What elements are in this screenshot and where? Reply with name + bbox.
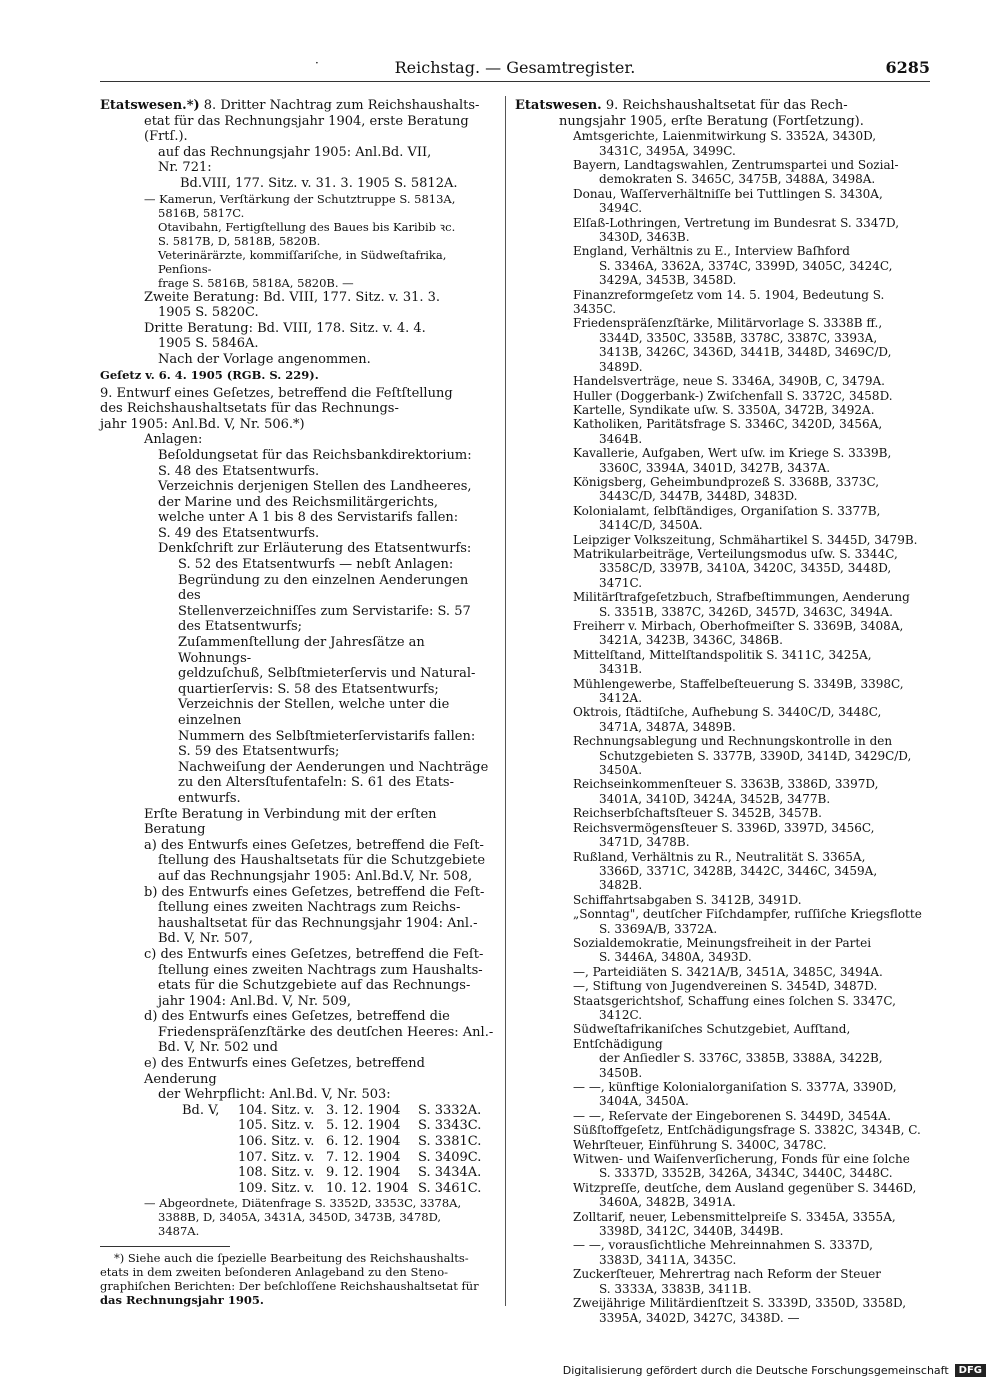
entry-line: S. 3446A, 3480A, 3493D. bbox=[599, 950, 752, 965]
entry-line: — Kamerun, Verſtärkung der Schutztruppe S. 5813A, bbox=[144, 191, 456, 206]
entry-line: jahr 1905: Anl.Bd. V, Nr. 506.*) bbox=[100, 416, 305, 432]
entry-line: 3482B. bbox=[599, 878, 643, 893]
entry-line: 3398D, 3412C, 3440B, 3449B. bbox=[599, 1224, 784, 1239]
index-entry bbox=[515, 1267, 930, 1296]
index-entry bbox=[515, 417, 930, 446]
entry-line: Sozialdemokratie, Meinungsfreiheit in der Partei bbox=[573, 935, 872, 950]
entry-line: Witzpreſſe, deutſche, dem Ausland gegenüber S. 3446D, bbox=[573, 1180, 917, 1195]
entry-line: Finanzreformgeſetz vom 14. 5. 1904, Bedeutung S. 3435C. bbox=[573, 287, 885, 317]
entry-line: 3464B. bbox=[599, 431, 643, 446]
index-entry bbox=[515, 1210, 930, 1239]
entry-line: entwurfs. bbox=[178, 790, 241, 806]
index-entry bbox=[515, 1109, 930, 1123]
entry-line: Mittelſtand, Mittelſtandspolitik S. 3411C, 3425A, bbox=[573, 647, 872, 662]
entry-line: zu den Altersſtufentafeln: S. 61 des Etats- bbox=[178, 775, 454, 791]
entry-line: der Marine und des Reichsmilitärgerichts, bbox=[158, 494, 439, 510]
index-entries bbox=[515, 129, 930, 1325]
sitzung-row: 108. Sitz. v. 9. 12. 1904 S. 3434A. bbox=[238, 1165, 482, 1181]
index-entry bbox=[515, 1022, 930, 1080]
entry-line: 3388B, D, 3405A, 3431A, 3450D, 3473B, 3478D, bbox=[158, 1210, 442, 1225]
index-entry bbox=[515, 677, 930, 706]
footnote: *) Siehe auch die ſpezielle Bearbeitung des Reichshaushalts- etats in dem zweiten beſonderen Anlageband zu den Steno- graphiſchen Berichten: Der beſchloſſene Reichshaushaltsetat für das Rechnungsjahr 1905. bbox=[100, 1251, 479, 1308]
index-entry bbox=[515, 1181, 930, 1210]
index-entry bbox=[515, 590, 930, 619]
entry-line: Reichserbſchaftsſteuer S. 3452B, 3457B. bbox=[573, 806, 822, 821]
entry-line: S. 49 des Etatsentwurfs. bbox=[158, 525, 320, 541]
entry-line: Stellenverzeichniſſes zum Servistarife: S. 57 bbox=[178, 603, 471, 619]
entry-line: Friedenspräſenzſtärke des deutſchen Heeres: Anl.- bbox=[158, 1024, 494, 1040]
index-entry bbox=[515, 504, 930, 533]
index-entry bbox=[515, 1152, 930, 1181]
entry-line: 3412A. bbox=[599, 691, 643, 706]
entry-line: Zuckerſteuer, Mehrertrag nach Reform der Steuer bbox=[573, 1267, 881, 1282]
entry-line: Staatsgerichtshof, Schaffung eines ſolchen S. 3347C, bbox=[573, 993, 896, 1008]
entry-line: Katholiken, Paritätsfrage S. 3346C, 3420D, 3456A, bbox=[573, 417, 883, 432]
entry-line: c) des Entwurfs eines Geſetzes, betreffend die Feſt- bbox=[144, 946, 484, 962]
index-entry bbox=[515, 129, 930, 158]
dfg-logo: DFG bbox=[955, 1364, 986, 1377]
entry-line: S. 5817B, D, 5818B, 5820B. bbox=[158, 233, 321, 248]
entry-line: demokraten S. 3465C, 3475B, 3488A, 3498A. bbox=[599, 172, 876, 187]
index-entry bbox=[515, 316, 930, 374]
entry-line: 1905 S. 5846A. bbox=[158, 336, 259, 352]
entry-line: 3443C/D, 3447B, 3448D, 3483D. bbox=[599, 489, 798, 504]
entry-line: b) des Entwurfs eines Geſetzes, betreffend die Feſt- bbox=[144, 884, 485, 900]
entry-line: der Anſiedler S. 3376C, 3385B, 3388A, 3422B, bbox=[599, 1051, 883, 1066]
entry-line: Rechnungsablegung und Rechnungskontrolle in den bbox=[573, 734, 893, 749]
entry-line: S. 3333A, 3383B, 3411B. bbox=[599, 1281, 752, 1296]
entry-line: —, Stiftung von Jugendvereinen S. 3454D, 3487D. bbox=[573, 979, 878, 994]
entry-line: Nach der Vorlage angenommen. bbox=[158, 351, 371, 367]
entry-line: ſtellung eines zweiten Nachtrags zum Haushalts- bbox=[158, 962, 483, 978]
entry-line: Kavallerie, Aufgaben, Wert uſw. im Kriege S. 3339B, bbox=[573, 446, 892, 461]
entry-line: 9. Entwurf eines Geſetzes, betreffend die Feſtſtellung bbox=[100, 385, 453, 401]
index-entry bbox=[515, 619, 930, 648]
entry-line: Freiherr v. Mirbach, Oberhofmeiſter S. 3369B, 3408A, bbox=[573, 619, 904, 633]
index-entry bbox=[515, 907, 930, 936]
index-entry bbox=[515, 1238, 930, 1267]
sitzung-row: 105. Sitz. v. 5. 12. 1904 S. 3343C. bbox=[238, 1118, 482, 1134]
entry-line: 3460A, 3482B, 3491A. bbox=[599, 1195, 736, 1210]
entry-line: 3471A, 3487A, 3489B. bbox=[599, 719, 736, 734]
index-entry bbox=[515, 1123, 930, 1137]
index-entry bbox=[515, 547, 930, 590]
entry-line: Elſaß-Lothringen, Vertretung im Bundesrat S. 3347D, bbox=[573, 215, 900, 230]
entry-line: — —, künftige Kolonialorganiſation S. 3377A, 3390D, bbox=[573, 1080, 897, 1094]
index-entry bbox=[515, 389, 930, 403]
entry-line: 3413B, 3426C, 3436D, 3441B, 3448D, 3469C/D, bbox=[599, 345, 892, 360]
index-entry bbox=[515, 446, 930, 475]
footer-text: Digitalisierung gefördert durch die Deutsche Forschungsgemeinschaft bbox=[562, 1364, 949, 1377]
sitzungen-list bbox=[100, 1103, 495, 1197]
entry-line: England, Verhältnis zu E., Interview Baſhford bbox=[573, 244, 850, 259]
running-title: Reichstag. — Gesamtregister. bbox=[394, 58, 636, 77]
entry-line: jahr 1904: Anl.Bd. V, Nr. 509, bbox=[158, 993, 352, 1009]
entry-line: 3450B. bbox=[599, 1065, 643, 1080]
entry-line: welche unter A 1 bis 8 des Servistarifs fallen: bbox=[158, 510, 459, 526]
entry-line: Etatswesen. 9. Reichshaushaltsetat für das Rech- bbox=[515, 98, 848, 113]
entry-line: frage S. 5816B, 5818A, 5820B. — bbox=[158, 275, 354, 290]
entry-line: 3401A, 3410D, 3424A, 3452B, 3477B. bbox=[599, 791, 831, 806]
entry-line: Reichseinkommenſteuer S. 3363B, 3386D, 3397D, bbox=[573, 777, 879, 792]
entry-line: S. 52 des Etatsentwurfs — nebſt Anlagen: bbox=[178, 557, 454, 573]
entry-line: 3487A. bbox=[158, 1224, 200, 1239]
index-entry bbox=[515, 216, 930, 245]
entry-line: Kolonialamt, ſelbſtändiges, Organiſation S. 3377B, bbox=[573, 503, 881, 518]
index-entry bbox=[515, 288, 930, 317]
entry-line: —, Parteidiäten S. 3421A/B, 3451A, 3485C, 3494A. bbox=[573, 964, 883, 979]
entry-line: 3431C, 3495A, 3499C. bbox=[599, 143, 736, 158]
sitzung-row: 106. Sitz. v. 6. 12. 1904 S. 3381C. bbox=[238, 1134, 482, 1150]
entry-line: Zweite Beratung: Bd. VIII, 177. Sitz. v. 31. 3. bbox=[144, 289, 441, 305]
entry-line: Witwen- und Waiſenverſicherung, Fonds für eine ſolche bbox=[573, 1152, 910, 1167]
entry-line: 3494C. bbox=[599, 201, 643, 216]
entry-line: 3358C/D, 3397B, 3410A, 3420C, 3435D, 3448D, bbox=[599, 561, 892, 576]
index-entry bbox=[515, 965, 930, 979]
entry-line: S. 3351B, 3387C, 3426D, 3457D, 3463C, 3494A. bbox=[599, 604, 893, 619]
entry-line: haushaltsetat für das Rechnungsjahr 1904: Anl.- bbox=[158, 915, 478, 931]
entry-line: Reichsvermögensſteuer S. 3396D, 3397D, 3456C, bbox=[573, 820, 875, 835]
entry-line: 1905 S. 5820C. bbox=[158, 305, 259, 321]
entry-line: Verzeichnis der Stellen, welche unter die einzelnen bbox=[178, 697, 450, 728]
sitzung-row: 109. Sitz. v. 10. 12. 1904 S. 3461C. bbox=[238, 1180, 482, 1196]
entry-line: Kartelle, Syndikate uſw. S. 3350A, 3472B, 3492A. bbox=[573, 402, 875, 417]
entry-line: „Sonntag", deutſcher Fiſchdampfer, ruſſiſche Kriegsflotte bbox=[573, 907, 922, 922]
entry-line: Zweijährige Militärdienſtzeit S. 3339D, 3350D, 3358D, bbox=[573, 1296, 907, 1311]
entry-line: 3366D, 3371C, 3428B, 3442C, 3446C, 3459A, bbox=[599, 863, 878, 878]
entry-line: Donau, Waſſerverhältniſſe bei Tuttlingen S. 3430A, bbox=[573, 186, 883, 201]
entry-line: S. 59 des Etatsentwurfs; bbox=[178, 744, 340, 760]
entry-line: S. 3337D, 3352B, 3426A, 3434C, 3440C, 3448C. bbox=[599, 1166, 893, 1181]
entry-line: Schiffahrtsabgaben S. 3412B, 3491D. bbox=[573, 892, 802, 907]
header-dot: · bbox=[315, 56, 319, 70]
index-entry bbox=[515, 936, 930, 965]
entry-line: Anlagen: bbox=[144, 432, 203, 448]
index-entry bbox=[515, 850, 930, 893]
entry-line: etats für die Schutzgebiete auf das Rechnungs- bbox=[158, 978, 471, 994]
sitzung-row: 107. Sitz. v. 7. 12. 1904 S. 3409C. bbox=[238, 1149, 482, 1165]
entry-line: Handelsverträge, neue S. 3346A, 3490B, C, 3479A. bbox=[573, 374, 885, 389]
entry-line: 3429A, 3453B, 3458D. bbox=[599, 273, 737, 288]
entry-line: geldzuſchuß, Selbſtmieterſervis und Natural- bbox=[178, 666, 476, 682]
entry-line: nungsjahr 1905, erſte Beratung (Fortſetzung). bbox=[559, 113, 864, 129]
entry-line: — Abgeordnete, Diätenfrage S. 3352D, 3353C, 3378A, bbox=[144, 1196, 462, 1211]
entry-line: Geſetz v. 6. 4. 1905 (RGB. S. 229). bbox=[100, 367, 319, 382]
entry-line: 3450A. bbox=[599, 763, 643, 778]
entry-line: Verzeichnis derjenigen Stellen des Landheeres, bbox=[158, 479, 472, 495]
entry-line: 3431B. bbox=[599, 662, 643, 677]
entry-line: 3404A, 3450A. bbox=[599, 1094, 689, 1109]
entry-line: 3471D, 3478B. bbox=[599, 835, 690, 850]
entry-line: e) des Entwurfs eines Geſetzes, betreffend Aenderung bbox=[144, 1056, 425, 1087]
index-entry bbox=[515, 1138, 930, 1152]
entry-line: 3395A, 3402D, 3427C, 3438D. — bbox=[599, 1310, 800, 1325]
entry-line: Dritte Beratung: Bd. VIII, 178. Sitz. v. 4. 4. bbox=[144, 320, 426, 336]
entry-line: Zuſammenſtellung der Jahresſätze an Wohnungs- bbox=[178, 635, 425, 666]
index-entry bbox=[515, 806, 930, 820]
entry-line: Amtsgerichte, Laienmitwirkung S. 3352A, 3430D, bbox=[573, 129, 877, 144]
entry-line: d) des Entwurfs eines Geſetzes, betreffend die bbox=[144, 1009, 450, 1025]
entry-line: Königsberg, Geheimbundprozeß S. 3368B, 3373C, bbox=[573, 474, 880, 489]
entry-line: a) des Entwurfs eines Geſetzes, betreffend die Feſt- bbox=[144, 837, 484, 853]
entry-line: Begründung zu den einzelnen Aenderungen des bbox=[178, 572, 469, 604]
index-entry bbox=[515, 187, 930, 216]
entry-line: 3344D, 3350C, 3358B, 3378C, 3387C, 3393A, bbox=[599, 330, 878, 345]
entry-line: — —, Reſervate der Eingeborenen S. 3449D, 3454A. bbox=[573, 1108, 891, 1123]
entry-line: Oktrois, ſtädtiſche, Aufhebung S. 3440C/D, 3448C, bbox=[573, 705, 882, 720]
entry-line: S. 3369A/B, 3372A. bbox=[599, 921, 718, 936]
entry-line: S. 48 des Etatsentwurfs. bbox=[158, 463, 320, 479]
index-entry bbox=[515, 734, 930, 777]
sitzung-row: Bd. V, 104. Sitz. v. 3. 12. 1904 S. 3332A. bbox=[182, 1102, 482, 1118]
entry-line: 3383D, 3411A, 3435C. bbox=[599, 1252, 737, 1267]
entry-line: Leipziger Volkszeitung, Schmähartikel S. 3445D, 3479B. bbox=[573, 532, 918, 547]
index-entry bbox=[515, 777, 930, 806]
entry-line: Bayern, Landtagswahlen, Zentrumspartei und Sozial- bbox=[573, 158, 899, 172]
entry-line: Huller (Doggerbank-) Zwiſchenfall S. 3372C, 3458D. bbox=[573, 388, 893, 403]
entry-line: Otavibahn, Fertigſtellung des Baues bis Karibib ꝛc. bbox=[158, 219, 456, 234]
entry-line: Denkſchrift zur Erläuterung des Etatsentwurfs: bbox=[158, 541, 472, 557]
entry-line: 3360C, 3394A, 3401D, 3427B, 3437A. bbox=[599, 460, 831, 475]
right-column bbox=[515, 98, 930, 1325]
entry-line: Beſoldungsetat für das Reichsbankdirektorium: bbox=[158, 447, 472, 463]
entry-line: Zolltarif, neuer, Lebensmittelpreiſe S. 3345A, 3355A, bbox=[573, 1209, 896, 1224]
entry-line: Bd. V, Nr. 502 und bbox=[158, 1040, 278, 1056]
index-entry bbox=[515, 1296, 930, 1325]
entry-line: des Etatsentwurfs; bbox=[178, 619, 303, 635]
entry-line: 3412C. bbox=[599, 1007, 643, 1022]
entry-line: auf das Rechnungsjahr 1905: Anl.Bd. VII, bbox=[158, 144, 432, 160]
index-entry bbox=[515, 403, 930, 417]
page-header bbox=[100, 56, 930, 82]
index-entry bbox=[515, 1080, 930, 1109]
entry-line: der Wehrpflicht: Anl.Bd. V, Nr. 503: bbox=[158, 1087, 391, 1103]
entry-line: S. 3346A, 3362A, 3374C, 3399D, 3405C, 3424C, bbox=[599, 258, 893, 273]
entry-line: Schutzgebieten S. 3377B, 3390D, 3414D, 3429C/D, bbox=[599, 748, 912, 763]
entry-line: Bd. V, Nr. 507, bbox=[158, 931, 253, 947]
index-entry bbox=[515, 475, 930, 504]
index-entry bbox=[515, 648, 930, 677]
entry-line: Nachweiſung der Aenderungen und Nachträge bbox=[178, 759, 489, 775]
index-entry bbox=[515, 821, 930, 850]
entry-line: ſtellung eines zweiten Nachtrags zum Reichs- bbox=[158, 900, 461, 916]
left-column bbox=[100, 98, 495, 1307]
index-entry bbox=[515, 979, 930, 993]
entry-line: — —, vorausſichtliche Mehreinnahmen S. 3337D, bbox=[573, 1238, 873, 1253]
footer bbox=[563, 1364, 986, 1377]
entry-line: Nr. 721: bbox=[158, 160, 212, 176]
entry-line: auf das Rechnungsjahr 1905: Anl.Bd.V, Nr. 508, bbox=[158, 868, 473, 884]
entry-line: Mühlengewerbe, Staffelbeſteuerung S. 3349B, 3398C, bbox=[573, 676, 904, 691]
index-entry bbox=[515, 244, 930, 287]
entry-line: Bd.VIII, 177. Sitz. v. 31. 3. 1905 S. 5812A. bbox=[180, 175, 458, 191]
entry-line: Südweſtafrikaniſches Schutzgebiet, Aufſtand, Entſchädigung bbox=[573, 1022, 851, 1051]
entry-line: Erſte Beratung in Verbindung mit der erſten Beratung bbox=[144, 806, 437, 838]
entry-line: 3471C. bbox=[599, 575, 643, 590]
entry-line: etat für das Rechnungsjahr 1904, erste Beratung (Frtſ.). bbox=[144, 113, 469, 145]
entry-line: des Reichshaushaltsetats für das Rechnungs- bbox=[100, 401, 399, 417]
entry-line: 3430D, 3463B. bbox=[599, 230, 690, 245]
index-entry bbox=[515, 158, 930, 187]
index-entry bbox=[515, 994, 930, 1023]
entry-line: quartierſervis: S. 58 des Etatsentwurfs; bbox=[178, 681, 439, 697]
entry-line: Militärſtrafgeſetzbuch, Strafbeſtimmungen, Aenderung bbox=[573, 590, 910, 605]
entry-line: Etatswesen.*) 8. Dritter Nachtrag zum Reichshaushalts- bbox=[100, 98, 480, 113]
entry-line: Wehrſteuer, Einführung S. 3400C, 3478C. bbox=[573, 1137, 827, 1152]
entry-line: Süßſtoffgeſetz, Entſchädigungsfrage S. 3382C, 3434B, C. bbox=[573, 1123, 921, 1138]
entry-line: ſtellung des Haushaltsetats für die Schutzgebiete bbox=[158, 853, 486, 869]
entry-line: 3421A, 3423B, 3436C, 3486B. bbox=[599, 633, 783, 648]
entry-line: Matrikularbeiträge, Verteilungsmodus uſw. S. 3344C, bbox=[573, 546, 898, 561]
entry-heading: Etatswesen.*) bbox=[100, 98, 200, 113]
entry-line: Veterinärärzte, kommiſſariſche, in Südweſtafrika, Penſions- bbox=[158, 247, 447, 276]
index-entry bbox=[515, 893, 930, 907]
column-divider bbox=[505, 96, 506, 1306]
entry-line: Friedenspräſenzſtärke, Militärvorlage S. 3338B ff., bbox=[573, 316, 883, 331]
index-entry bbox=[515, 705, 930, 734]
entry-line: Rußland, Verhältnis zu R., Neutralität S. 3365A, bbox=[573, 849, 866, 864]
entry-line: 5816B, 5817C. bbox=[158, 205, 245, 220]
entry-heading: Etatswesen. bbox=[515, 98, 602, 113]
index-entry bbox=[515, 374, 930, 388]
page-number: 6285 bbox=[885, 58, 930, 77]
entry-line: 3489D. bbox=[599, 359, 643, 374]
entry-line: 3414C/D, 3450A. bbox=[599, 518, 703, 533]
index-entry bbox=[515, 533, 930, 547]
entry-line: Nummern des Selbſtmieterſervistarifs fallen: bbox=[178, 728, 476, 744]
